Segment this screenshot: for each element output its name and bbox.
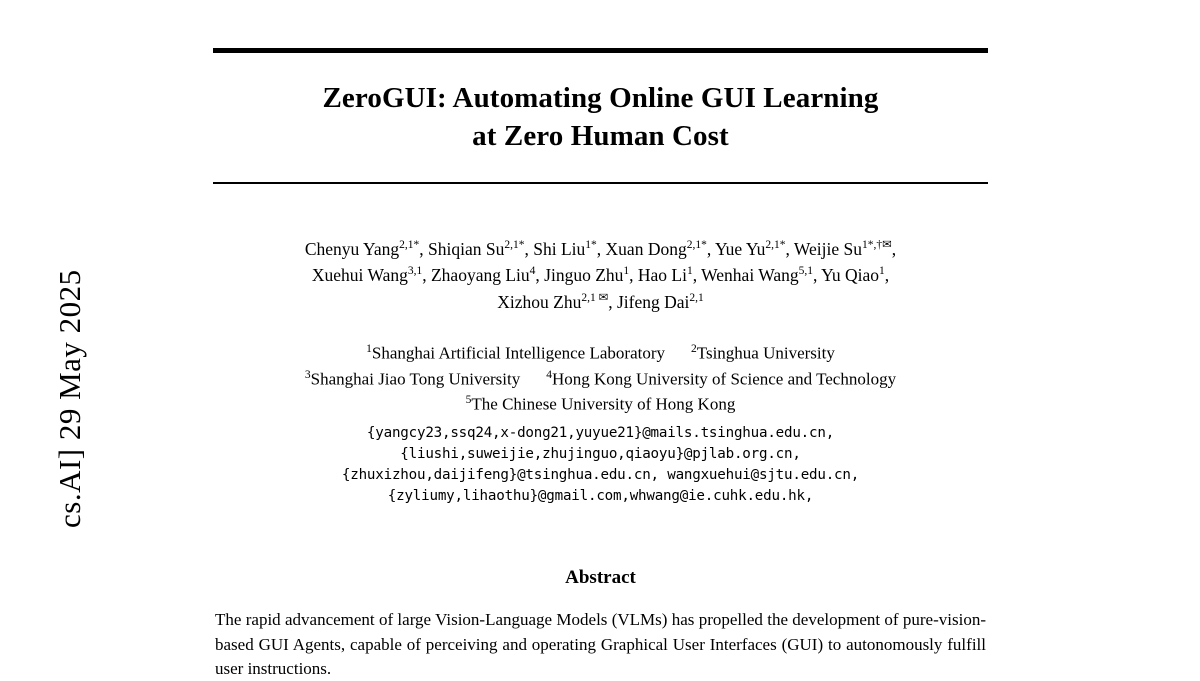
author-name: Wenhai Wang	[701, 265, 799, 286]
email-line: {zyliumy,lihaothu}@gmail.com,whwang@ie.cuhk.edu.hk,	[387, 488, 814, 505]
author-affiliation-marker: 2,1*	[765, 238, 786, 251]
affiliation-name: Shanghai Artificial Intelligence Laboratory	[371, 343, 666, 363]
author-list	[213, 236, 988, 316]
author-affiliation-marker: 2,1*	[399, 238, 420, 251]
affiliation-name: Shanghai Jiao Tong University	[310, 369, 521, 389]
author-affiliation-marker: 2,1	[689, 291, 704, 304]
author-line-2: Xuehui Wang$^{3,1}$, Zhaoyang Liu$^4$, Jinguo Zhu$^1$, Hao Li$^1$, Wenhai Wang$^{5,1}$, Yu Qiao$^1$,	[311, 265, 890, 286]
affiliation-row	[213, 392, 988, 417]
affiliation-name: Hong Kong University of Science and Technology	[551, 369, 897, 389]
email-block	[213, 423, 988, 507]
affiliation-marker: 5	[465, 393, 472, 406]
author-name: Yu Qiao	[821, 265, 879, 286]
author-name: Chenyu Yang	[304, 238, 400, 259]
author-affiliation-marker: 1	[878, 265, 885, 278]
author-name: Jifeng Dai	[616, 291, 690, 312]
arxiv-vertical-stamp	[10, 0, 90, 648]
abstract-heading: Abstract	[565, 567, 636, 589]
author-name: Jinguo Zhu	[544, 265, 624, 286]
title-top-rule	[213, 48, 988, 53]
abstract-paragraph: The rapid advancement of large Vision-Language Models (VLMs) has propelled the development of pure-vision-based GUI Agents, capable of perceiving and operating Graphical User Interfaces (GUI) to autonomously fulfill user instructions.	[215, 610, 986, 678]
author-name: Xuan Dong	[605, 238, 687, 259]
affiliation-marker: 2	[691, 343, 697, 356]
email-line: {liushi,suweijie,zhujinguo,qiaoyu}@pjlab.org.cn,	[400, 446, 801, 463]
author-affiliation-marker: 4	[529, 265, 536, 278]
author-affiliation-marker: 1	[686, 265, 693, 278]
page-title	[213, 79, 988, 156]
paper-page	[213, 0, 988, 678]
author-name: Shi Liu	[533, 238, 586, 259]
author-affiliation-marker: 1*	[585, 238, 597, 251]
affiliation-marker: 3	[304, 368, 311, 381]
author-affiliation-marker: 2,1*	[504, 238, 525, 251]
author-affiliation-marker: 2,1*	[686, 238, 707, 251]
author-line-3: Xizhou Zhu$^{2,1 ✉}$, Jifeng Dai$^{2,1}$	[497, 291, 704, 312]
author-name: Xuehui Wang	[311, 265, 408, 286]
author-affiliation-marker: 3,1	[407, 265, 423, 278]
author-affiliation-marker: 1*,†✉	[862, 238, 892, 251]
affiliation-name: The Chinese University of Hong Kong	[471, 394, 736, 414]
author-affiliation-marker: 2,1 ✉	[581, 291, 609, 304]
email-line: {zhuxizhou,daijifeng}@tsinghua.edu.cn, wangxuehui@sjtu.edu.cn,	[341, 467, 860, 484]
title-line-1: ZeroGUI: Automating Online GUI Learning	[322, 82, 879, 114]
author-affiliation-marker: 5,1	[798, 265, 814, 278]
author-name: Shiqian Su	[428, 238, 505, 259]
author-line-1: Chenyu Yang$^{2,1*}$, Shiqian $Su^{2,1*}$, Shi Liu$^{1*}$, Xuan Dong$^{2,1*}$, Yue $Yu^{2,1*}$, Weijie $Su^{1*,\dagger✉}$,	[304, 238, 897, 259]
title-line-2: at Zero Human Cost	[472, 120, 729, 153]
affiliation-name: Tsinghua University	[696, 343, 835, 363]
title-bottom-rule	[213, 182, 988, 184]
author-name: Xizhou Zhu	[497, 291, 582, 312]
affiliation-marker: 1	[366, 343, 372, 356]
affiliation-marker: 4	[546, 368, 552, 381]
author-name: Hao Li	[637, 265, 687, 286]
affiliation-row	[213, 367, 988, 392]
abstract-body	[213, 608, 988, 681]
author-affiliation-marker: 1	[623, 265, 630, 278]
email-line: {yangcy23,ssq24,x-dong21,yuyue21}@mails.tsinghua.edu.cn,	[366, 425, 835, 442]
arxiv-stamp-text: cs.AI] 29 May 2025	[52, 269, 87, 528]
affiliation-list	[213, 341, 988, 417]
author-name: Zhaoyang Liu	[430, 265, 530, 286]
author-name: Yue Yu	[714, 238, 766, 259]
author-name: Weijie Su	[793, 238, 863, 259]
affiliation-row	[213, 341, 988, 366]
